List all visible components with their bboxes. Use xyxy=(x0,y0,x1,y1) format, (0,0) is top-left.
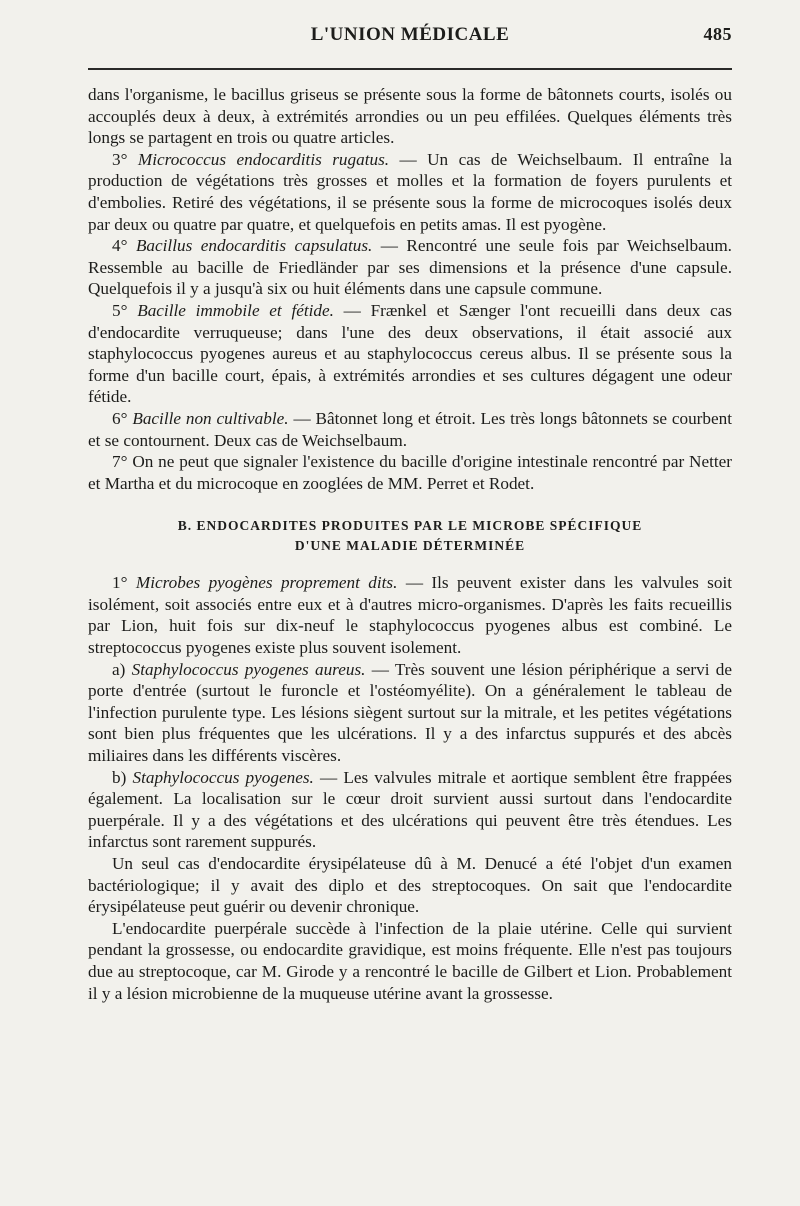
page-header xyxy=(88,20,732,50)
paragraph: L'endocardite puerpérale succède à l'infection de la plaie utérine. Celle qui survient pendant la grossesse, ou endocardite gravidique, est moins fréquente. Elle n'est pas toujours due au streptocoque, car M. Girode y a rencontré le bacille de Gilbert et Lion. Probablement il y a lésion microbienne de la muqueuse utérine avant la grossesse. xyxy=(88,918,732,1003)
organism-name: Staphylococcus pyogenes aureus. xyxy=(131,659,366,679)
organism-name: Staphylococcus pyogenes. xyxy=(132,767,314,787)
body-text-top xyxy=(88,84,732,494)
page-number: 485 xyxy=(703,24,732,44)
organism-name: Bacille immobile et fétide. xyxy=(137,300,334,320)
paragraph: 1° Microbes pyogènes proprement dits. — Ils peuvent exister dans les valvules soit isolément, soit associés entre eux et à d'autres micro-organismes. D'après les faits recueillis par Lion, huit fois sur dix-neuf le staphylococcus pyogenes albus est combiné. Le streptococcus pyogenes existe plus souvent isolement. xyxy=(88,573,733,658)
paragraph: 4° Bacillus endocarditis capsulatus. — Rencontré une seule fois par Weichselbaum. Ressemble au bacille de Friedländer par ses dimensions et la présence d'une capsule. Quelquefois il y a jusqu'à six ou huit éléments dans une capsule commune. xyxy=(88,236,732,299)
organism-name: Bacille non cultivable. xyxy=(132,408,289,428)
paragraph: b) Staphylococcus pyogenes. — Les valvules mitrale et aortique semblent être frappées également. La localisation sur le cœur droit survient aussi surtout dans l'endocardite puerpérale. Il y a des végétations et des ulcérations qui peuvent être très étendues. Les infarctus sont rarement suppurés. xyxy=(88,767,732,852)
paragraph: dans l'organisme, le bacillus griseus se présente sous la forme de bâtonnets courts, isolés ou accouplés deux à deux, à extrémités arrondies ou un peu effilées. Quelques éléments très longs se partagent en trois ou quatre articles. xyxy=(88,85,732,148)
organism-name: Microbes pyogènes proprement dits. xyxy=(135,573,398,593)
paragraph: 3° Micrococcus endocarditis rugatus. — Un cas de Weichselbaum. Il entraîne la production de végétations très grosses et molles et la formation de foyers purulents et d'embolies. Retiré des végétations, il se présente sous la forme de microcoques isolés deux par deux ou quatre par quatre, et quelquefois en petits amas. Il est pyogène. xyxy=(88,149,732,234)
paragraph: 6° Bacille non cultivable. — Bâtonnet long et étroit. Les très longs bâtonnets se courbent et se contournent. Deux cas de Weichselbaum. xyxy=(88,408,732,450)
running-title: L'UNION MÉDICALE xyxy=(310,24,510,45)
body-text-bottom xyxy=(88,572,732,1004)
paragraph: a) Staphylococcus pyogenes aureus. — Très souvent une lésion périphérique a servi de porte d'entrée (surtout le furoncle et l'ostéomyélite). On a généralement le tableau de l'infection purulente type. Les lésions siègent surtout sur la mitrale, et les petites végétations sont bien plus fréquentes que les ulcérations. Il y a des infarctus suppurés et des abcès miliaires dans les différents viscères. xyxy=(88,659,732,766)
paragraph: 7° On ne peut que signaler l'existence du bacille d'origine intestinale rencontré par Netter et Martha et du microcoque en zooglées de MM. Perret et Rodet. xyxy=(88,452,732,493)
section-heading xyxy=(88,516,732,556)
section-heading-line-2: D'UNE MALADIE DÉTERMINÉE xyxy=(294,538,526,554)
header-rule xyxy=(88,68,732,70)
organism-name: Bacillus endocarditis capsulatus. xyxy=(135,236,373,256)
organism-name: Micrococcus endocarditis rugatus. xyxy=(137,149,390,169)
section-heading-line-1: B. ENDOCARDITES PRODUITES PAR LE MICROBE SPÉCIFIQUE xyxy=(177,518,643,534)
paragraph: 5° Bacille immobile et fétide. — Frænkel et Sænger l'ont recueilli dans deux cas d'endocardite verruqueuse; dans l'une des deux observations, il était associé aux staphylococcus pyogenes aureus et au staphylococcus cereus albus. Il se présente sous la forme d'un bacille court, épais, à extrémités arrondies et ses cultures dégagent une odeur fétide. xyxy=(88,300,732,407)
paragraph: Un seul cas d'endocardite érysipélateuse dû à M. Denucé a été l'objet d'un examen bactériologique; il y avait des diplo et des streptocoques. On sait que l'endocardite érysipélateuse peut guérir ou devenir chronique. xyxy=(88,854,732,917)
